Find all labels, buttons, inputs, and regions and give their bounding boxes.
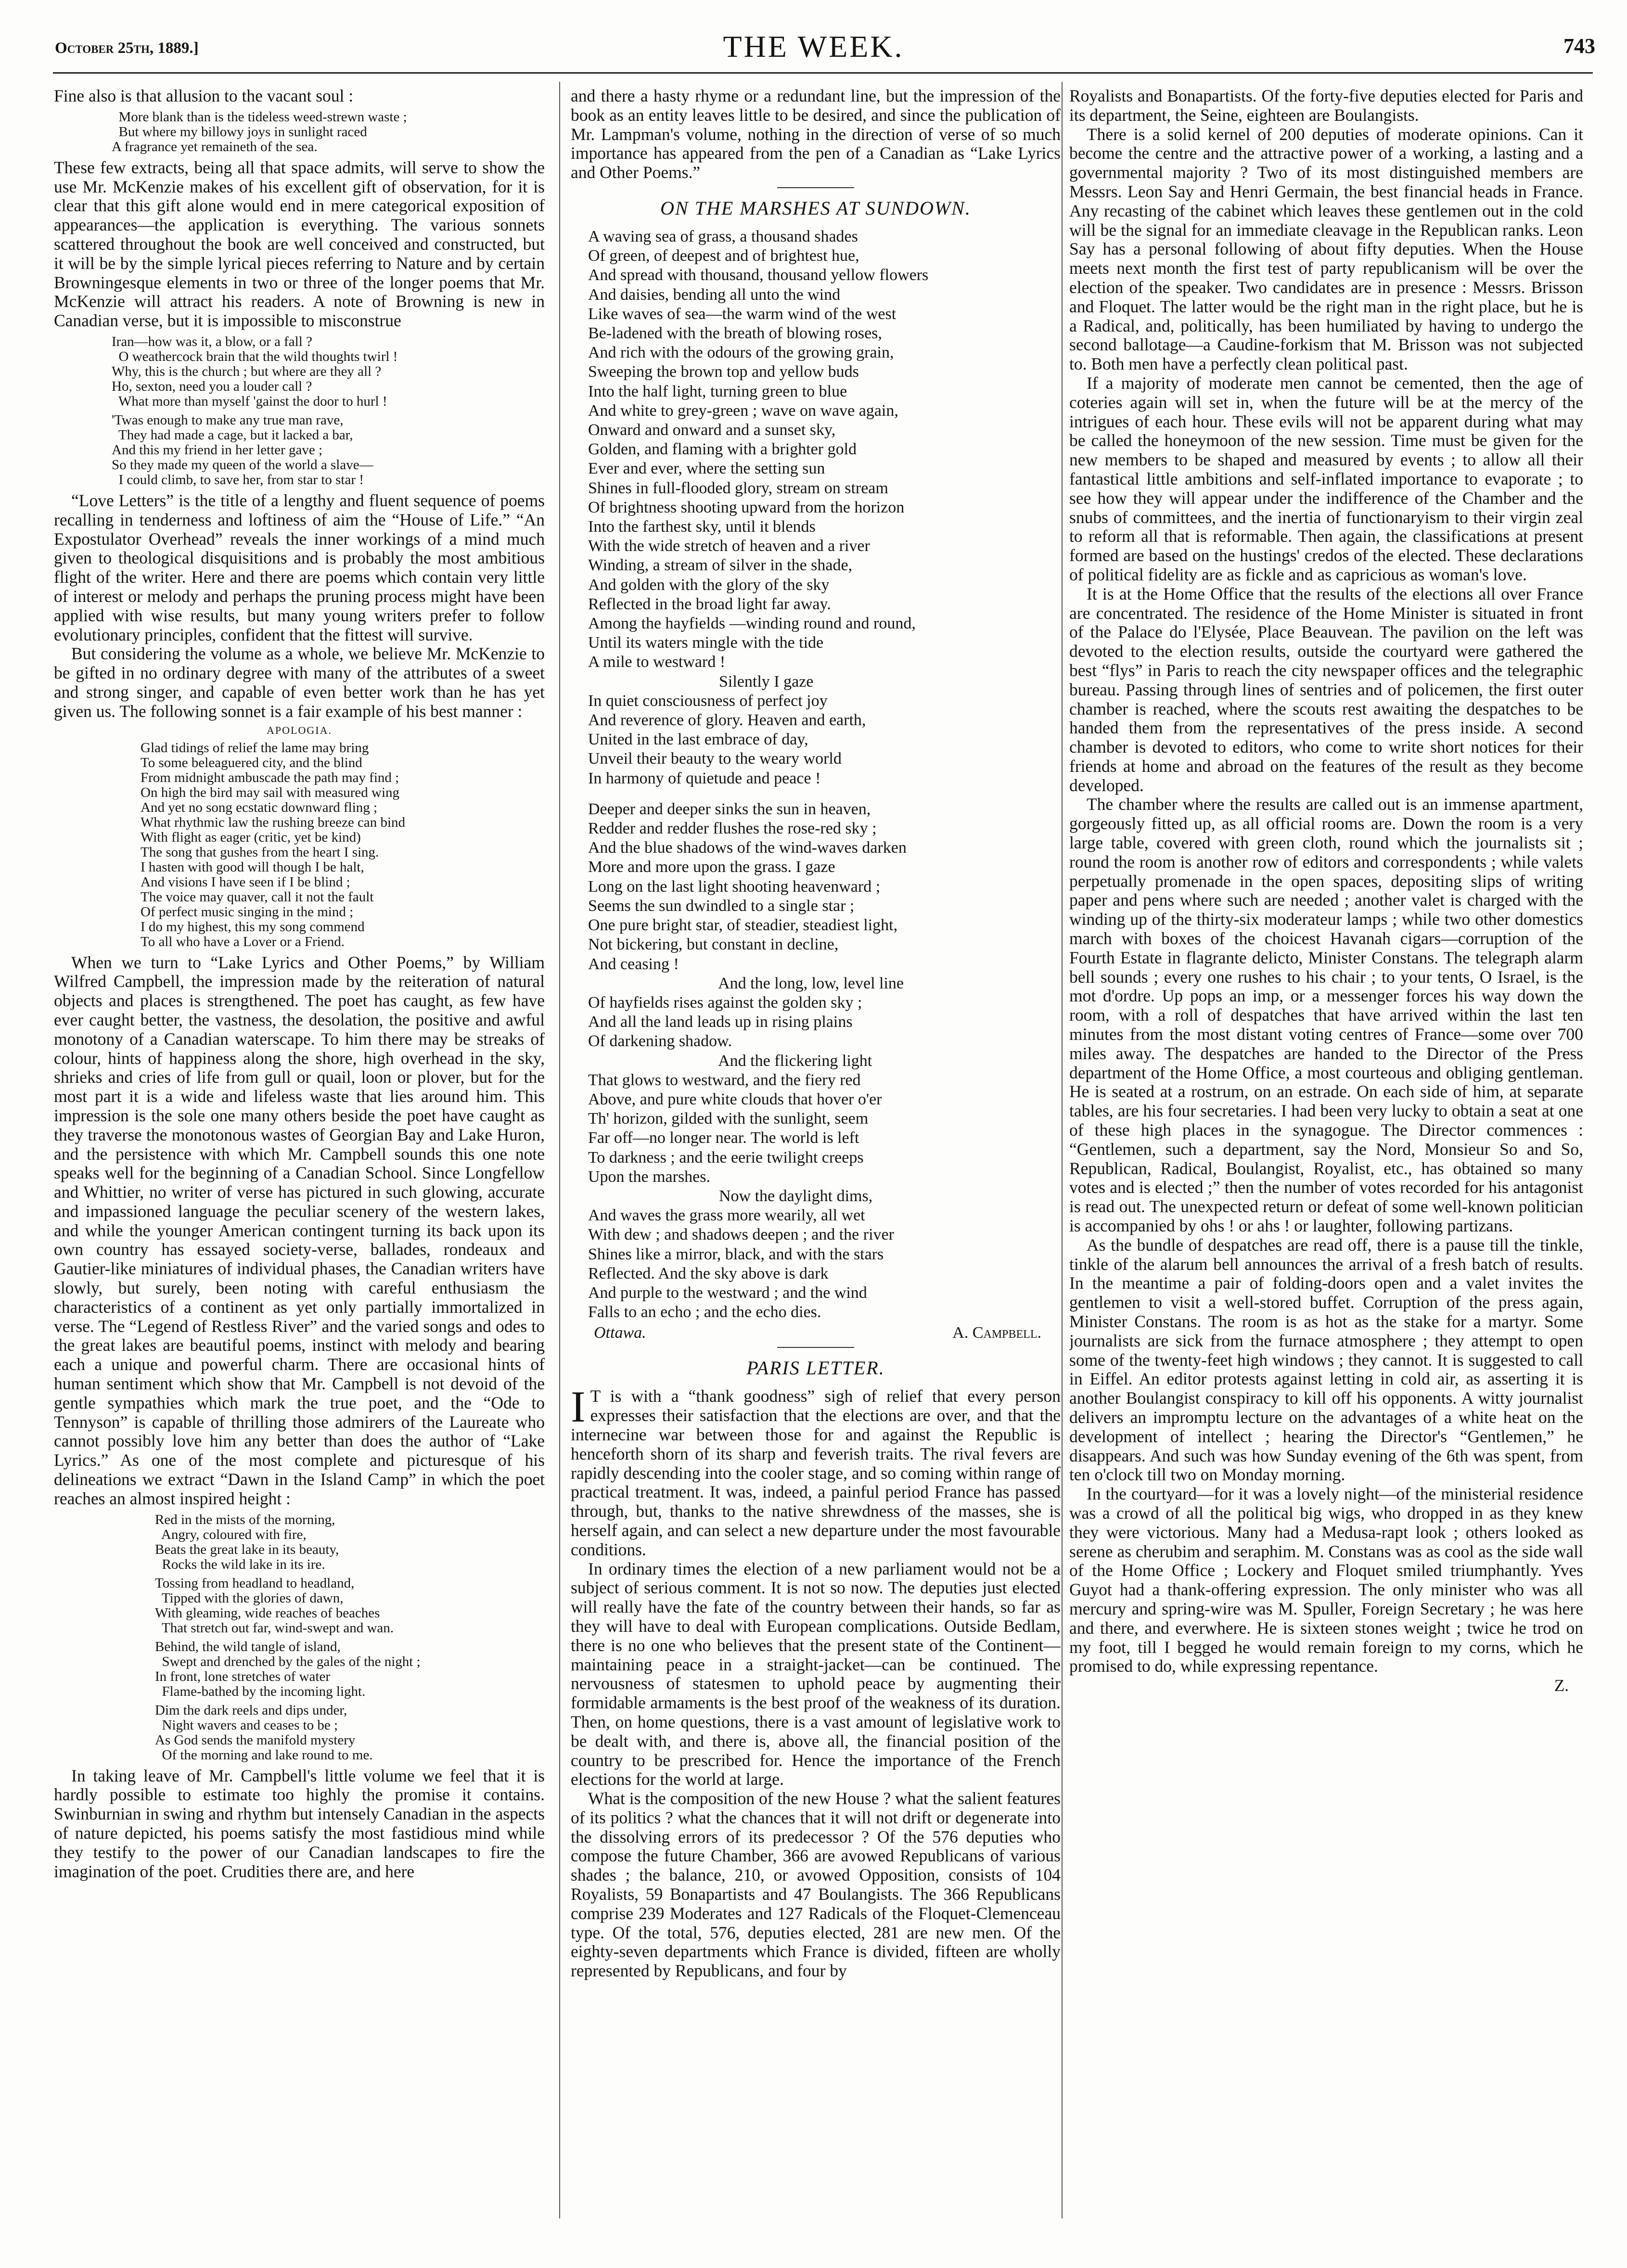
issue-date: October 25th, 1889.] (55, 39, 199, 57)
paragraph: and there a hasty rhyme or a redundant line, but the impression of the book as an entity leaves little to be desired, and since the publication of Mr. Lampman's volume, nothing in the direction of verse of so much importance has appeared from the pen of a Canadian as “Lake Lyrics and Other Poems.” (571, 87, 1061, 182)
paragraph: Fine also is that allusion to the vacant soul : (54, 87, 354, 105)
page-number: 743 (1563, 34, 1595, 58)
paragraph-text: T is with a “thank goodness” sigh of relief that every person expresses their satisfaction that the elections are over, and that the internecine war between those for and against the Republic is henceforth shorn of its sharp and feverish traits. The rival fevers are rapidly descending into the cooler stage, and so coming within range of practical treatment. It was, indeed, a painful period France has passed through, but, thanks to the native shrewdness of the masses, she is herself again, and can select a new departure under the most favourable conditions. (571, 1386, 1061, 1559)
verse-quote: Iran—how was it, a blow, or a fall ? O weathercock brain that the wild thoughts twirl ! Why, this is the church ; but where are they all ? Ho, sexton, need you a louder call ? What more than myself 'gainst the door to hurl ! (112, 333, 398, 409)
poem-title: ON THE MARSHES AT SUNDOWN. (660, 197, 971, 219)
sonnet-title: APOLOGIA. (267, 724, 332, 736)
drop-cap: I (571, 1382, 586, 1432)
section-divider (777, 187, 854, 188)
paragraph: These few extracts, being all that space admits, will serve to show the use Mr. McKenzie makes of his excellent gift of observation, for it is clear that this gift alone would end in mere categorical exposition of appearances—the application is everything. The various sonnets scattered throughout the book are well conceived and constructed, but it will be by the simple lyrical pieces referring to Nature and by certain Browningesque elements in two or three of the longer poems that Mr. McKenzie will attract his readers. A note of Browning is new in Canadian verse, but it is impossible to misconstrue (54, 157, 545, 331)
verse-quote: Dim the dark reels and dips under, Night wavers and ceases to be ; As God sends the manifold mystery Of the morning and lake round to me. (155, 1702, 373, 1763)
paragraph (571, 1382, 1061, 1559)
poem-stanza: A waving sea of grass, a thousand shades Of green, of deepest and of brightest hue, And spread with thousand, thousand yellow flowers And daisies, bending all unto the wind Like waves of sea—the warm wind of the west Be-ladened with the breath of blowing roses, And rich with the odours of the growing grain, Sweeping the brown top and yellow buds Into the half light, turning green to blue And white to grey-green ; wave on wave again, Onward and onward and a sunset sky, Golden, and flaming with a brighter gold Ever and ever, where the setting sun Shines in full-flooded glory, stream on stream Of brightness shooting upward from the horizon Into the farthest sky, until it blends With the wide stretch of heaven and a river Winding, a stream of silver in the shade, And golden with the glory of the sky Reflected in the broad light far away. Among the hayfields —winding round and round, Until its waters mingle with the tide A mile to westward ! Silently I gaze In quiet consciousness of perfect joy And reverence of glory. Heaven and earth, United in the last embrace of day, Unveil their beauty to the weary world In harmony of quietude and peace ! (588, 227, 929, 787)
paragraph: As the bundle of despatches are read off, there is a pause till the tinkle, tinkle of the alarum bell announces the arrival of a fresh batch of results. In the meantime a pair of folding-doors open and a valet invites the gentlemen to visit a well-stored buffet. Corruption of the press again, Minister Constans. The room is as hot as the stake for a martyr. Some journalists are sick from the furnace atmosphere ; they attempt to open some of the twenty-feet high windows ; they cannot. It is suggested to call in Eiffel. An editor protests against letting in cold air, as asserting it is another Boulangist conspiracy to kill off his opponents. A witty journalist delivers an impromptu lecture on the advantages of a white heat on the development of intellect ; hearing the Director's “Gentlemen,” he disappears. And such was how Sunday evening of the 6th was spent, from ten o'clock till two on Monday morning. (1069, 1235, 1583, 1485)
verse-quote: Red in the mists of the morning, Angry, coloured with fire, Beats the great lake in its beauty, Rocks the wild lake in its ire. (155, 1512, 339, 1572)
letter-signature: Z. (1554, 1676, 1569, 1695)
sonnet: Glad tidings of relief the lame may bring To some beleaguered city, and the blind From midnight ambuscade the path may find ; On high the bird may sail with measured wing And yet no song ecstatic downward fling ; What rhythmic law the rushing breeze can bind With flight as eager (critic, yet be kind) The song that gushes from the heart I sing. I hasten with good will though I be halt, And visions I have seen if I be blind ; The voice may quaver, call it not the fault Of perfect music singing in the mind ; I do my highest, this my song commend To all who have a Lover or a Friend. (141, 740, 405, 949)
paragraph: But considering the volume as a whole, we believe Mr. McKenzie to be gifted in no ordinary degree with many of the attributes of a sweet and strong singer, and capable of even better work than he has yet given us. The following sonnet is a fair example of his best manner : (54, 644, 545, 721)
verse-quote: Behind, the wild tangle of island, Swept and drenched by the gales of the night ; In front, lone stretches of water Flame-bathed by the incoming light. (155, 1639, 421, 1699)
paragraph: Royalists and Bonapartists. Of the forty-five deputies elected for Paris and its department, the Seine, eighteen are Boulangists. (1069, 87, 1583, 125)
column-divider (559, 82, 560, 2218)
poem-signature (594, 1324, 1041, 1342)
header-rule (53, 72, 1593, 74)
paragraph: It is at the Home Office that the results of the elections all over France are concentrated. The residence of the Home Minister is situated in front of the Palace do l'Elysée, Place Beauvean. The pavilion on the left was devoted to the election results, outside the courtyard were gathered the best “flys” in Paris to reach the city newspaper offices and the telegraphic bureau. Passing through lines of sentries and of policemen, the first outer chamber is reached, where the scouts rest awaiting the despatches to be handed them from the representatives of the press inside. A second chamber is devoted to editors, who come to write short notices for their friends at home and abroad on the features of the result as they become developed. (1069, 584, 1583, 795)
column-1 (54, 87, 545, 1881)
signature-place: Ottawa. (594, 1324, 646, 1342)
section-divider (777, 1347, 854, 1348)
column-divider (1062, 82, 1063, 2218)
signature-author: A. Campbell. (952, 1324, 1041, 1342)
paragraph: The chamber where the results are called out is an immense apartment, gorgeously fitted up, as all official rooms are. Down the room is a very large table, covered with green cloth, round which the journalists sit ; round the room is another row of editors and correspondents ; while valets perpetually promenade in the open spaces, depositing slips of writing paper and pens where such are needed ; another valet is charged with the winding up of the thirty-six moderateur lamps ; while two other domestics march with boxes of the choicest Havanah cigars—corruption of the Fourth Estate in flagrante delicto, Minister Constans. The telegraph alarm bell sounds ; every one rushes to his chair ; to your tents, O Israel, is the mot d'ordre. Up pops an imp, or a messenger forces his way down the room, with a roll of despatches that have arrived within the last ten minutes from the most distant voting centres of France—some over 700 miles away. The despatches are handed to the Director of the Press department of the Home Office, a most courteous and obliging gentleman. He is seated at a rostrum, on an estrade. On each side of him, at separate tables, are his four secretaries. I had been very lucky to obtain a seat at one of these high places in the synagogue. The Director commences : “Gentlemen, such a department, say the Nord, Monsieur So and So, Republican, Radical, Boulangist, Royalist, etc., has obtained so many votes and is elected ;” then the number of votes recorded for his antagonist is read out. The unexpected return or defeat of some well-known politician is accompanied by ohs ! or ahs ! or laughter, following partizans. (1069, 794, 1583, 1236)
paragraph: There is a solid kernel of 200 deputies of moderate opinions. Can it become the centre and the attractive power of a working, a lasting and a governmental majority ? Two of its most distinguished members are Messrs. Leon Say and Henri Germain, the best financial heads in France. Any recasting of the cabinet which leaves these gentlemen out in the cold will be the signal for an immediate cleavage in the Republican ranks. Leon Say has a personal following of about fifty deputies. When the House meets next month the first test of party republicanism will be over the election of the speaker. Two candidates are in presence : Messrs. Brisson and Floquet. The latter would be the right man in the right place, but he is a Radical, and, politically, has been humiliated by having to undergo the second ballotage—a Caudine-forkism that M. Brisson was not subjected to. Both men have a perfectly clean political past. (1069, 124, 1583, 374)
paragraph: In the courtyard—for it was a lovely night—of the ministerial residence was a crowd of all the political big wigs, who dropped in as they knew they were victorious. Many had a Medusa-rapt look ; others looked as serene as cherubim and seraphim. M. Constans was as cool as the side wall of the Home Office ; Lockery and Floquet smiled triumphantly. Yves Guyot had a thank-offering expression. The only minister who was all mercury and spring-wire was M. Spuller, Foreign Secretary ; he was here and there, and everwhere. He is sixteen stones weight ; twice he trod on my foot, till I begged he would remain foreign to my corns, which he promised to do, while expressing repentance. (1069, 1484, 1583, 1676)
poem-stanza: Deeper and deeper sinks the sun in heaven, Redder and redder flushes the rose-red sky ; And the blue shadows of the wind-waves darken More and more upon the grass. I gaze Long on the last light shooting heavenward ; Seems the sun dwindled to a single star ; One pure bright star, of steadier, steadiest light, Not bickering, but constant in decline, And ceasing ! And the long, low, level line Of hayfields rises against the golden sky ; And all the land leads up in rising plains Of darkening shadow. And the flickering light That glows to westward, and the fiery red Above, and pure white clouds that hover o'er Th' horizon, gilded with the sunlight, seem Far off—no longer near. The world is left To darkness ; and the eerie twilight creeps Upon the marshes. Now the daylight dims, And waves the grass more wearily, all wet With dew ; and shadows deepen ; and the river Shines like a mirror, black, and with the stars Reflected. And the sky above is dark And purple to the westward ; and the wind Falls to an echo ; and the echo dies. (588, 800, 907, 1321)
verse-quote: 'Twas enough to make any true man rave, They had made a cage, but it lacked a bar, And this my friend in her letter gave ; So they made my queen of the world a slave— I could climb, to save her, from star to star ! (112, 412, 373, 487)
column-3 (1069, 87, 1583, 1695)
paragraph: If a majority of moderate men cannot be cemented, then the age of coteries again will set in, when the future will be at the mercy of the intrigues of each hour. These evils will not be apparent during what may be called the honeymoon of the new session. Time must be given for the new members to be shaped and measured by events ; to allow all their fantastical little ambitions and self-inflated importance to evaporate ; to see how they will appear under the indifference of the Chamber and the snubs of committees, and the inertia of functionaryism to their virgin zeal to reform all that is reformable. Then again, the classifications at present formed are based on the hustings' credos of the elected. These declarations of political fidelity are as fickle and as capricious as woman's love. (1069, 373, 1583, 584)
masthead-title: THE WEEK. (723, 29, 904, 64)
column-2 (571, 87, 1061, 1981)
letter-title: PARIS LETTER. (746, 1357, 885, 1379)
paragraph: “Love Letters” is the title of a lengthy and fluent sequence of poems recalling in tenderness and loftiness of aim the “House of Life.” “An Expostulator Overhead” reveals the inner workings of a mind much given to theological disquisitions and is probably the most ambitious flight of the writer. Here and there are poems which contain very little of interest or melody and perhaps the pruning process might have been applied with wise results, but many young writers prefer to follow evolutionary principles, confident that the fittest will survive. (54, 490, 545, 644)
paragraph: In taking leave of Mr. Campbell's little volume we feel that it is hardly possible to estimate too highly the promise it contains. Swinburnian in swing and rhythm but intensely Canadian in the aspects of nature depicted, his poems satisfy the most fastidious mind while they testify to the power of our Canadian landscapes to fire the imagination of the poet. Crudities there are, and here (54, 1766, 545, 1881)
paragraph: What is the composition of the new House ? what the salient features of its politics ? what the chances that it will not drift or degenerate into the dissolving errors of its predecessor ? Of the 576 deputies who compose the future Chamber, 366 are avowed Republicans of various shades ; the balance, 210, or avowed Opposition, consists of 104 Royalists, 59 Bonapartists and 47 Boulangists. The 366 Republicans comprise 239 Moderates and 127 Radicals of the Floquet-Clemenceau type. Of the total, 576, deputies elected, 281 are new men. Of the eighty-seven departments which France is divided, fifteen are wholly represented by Republicans, and four by (571, 1789, 1061, 1981)
verse-quote: More blank than is the tideless weed-strewn waste ; But where my billowy joys in sunlight raced A fragrance yet remaineth of the sea. (112, 109, 407, 154)
verse-quote: Tossing from headland to headland, Tipped with the glories of dawn, With gleaming, wide reaches of beaches That stretch out far, wind-swept and wan. (155, 1575, 394, 1636)
paragraph: When we turn to “Lake Lyrics and Other Poems,” by William Wilfred Campbell, the impression made by the reiteration of natural objects and places is strengthened. The poet has caught, as few have ever caught better, the vastness, the desolation, the positive and awful monotony of a Canadian waterscape. To him there may be streaks of colour, hints of happiness along the shore, high overhead in the sky, shrieks and cries of life from gull or quail, loon or plover, but for the most part it is a wide and lifeless waste that lies around him. This impression is the sole one many others beside the poet have caught as they traverse the monotonous wastes of Georgian Bay and Lake Huron, and the persistence with which Mr. Campbell sounds this one note speaks well for the beginning of a Canadian School. Since Longfellow and Whittier, no writer of verse has pictured in such glowing, accurate and impassioned language the peculiar scenery of the western lakes, and while the younger American contingent turning its back upon its own country has essayed society-verse, ballades, rondeaux and Gautier-like miniatures of individual phases, the Canadian writers have slowly, but surely, been noting with careful enthusiasm the characteristics of a continent as yet only partially immortalized in verse. The “Legend of Restless River” and the varied songs and odes to the great lakes are beautiful poems, instinct with melody and bearing each a unique and powerful charm. There are occasional hints of human sentiment which show that Mr. Campbell is not devoid of the gentle sympathies which mark the true poet, and the “Ode to Tennyson” is capable of thrilling those admirers of the Laureate who cannot possibly love him any better than does the author of “Lake Lyrics.” As one of the most complete and picturesque of his delineations we extract “Dawn in the Island Camp” in which the poet reaches an almost inspired height : (54, 952, 545, 1508)
paragraph: In ordinary times the election of a new parliament would not be a subject of serious comment. It is not so now. The deputies just elected will really have the fate of the country between their hands, so far as they will have to deal with European complications. Outside Bedlam, there is no one who believes that the present state of the Continent—maintaining peace in a straight-jacket—can be continued. The nervousness of statesmen to uphold peace by augmenting their formidable armaments is the best proof of the weakness of its duration. Then, on home questions, there is a vast amount of legislative work to be dealt with, and there is, above all, the financial position of the country to be prescribed for. Hence the importance of the French elections for the world at large. (571, 1559, 1061, 1789)
